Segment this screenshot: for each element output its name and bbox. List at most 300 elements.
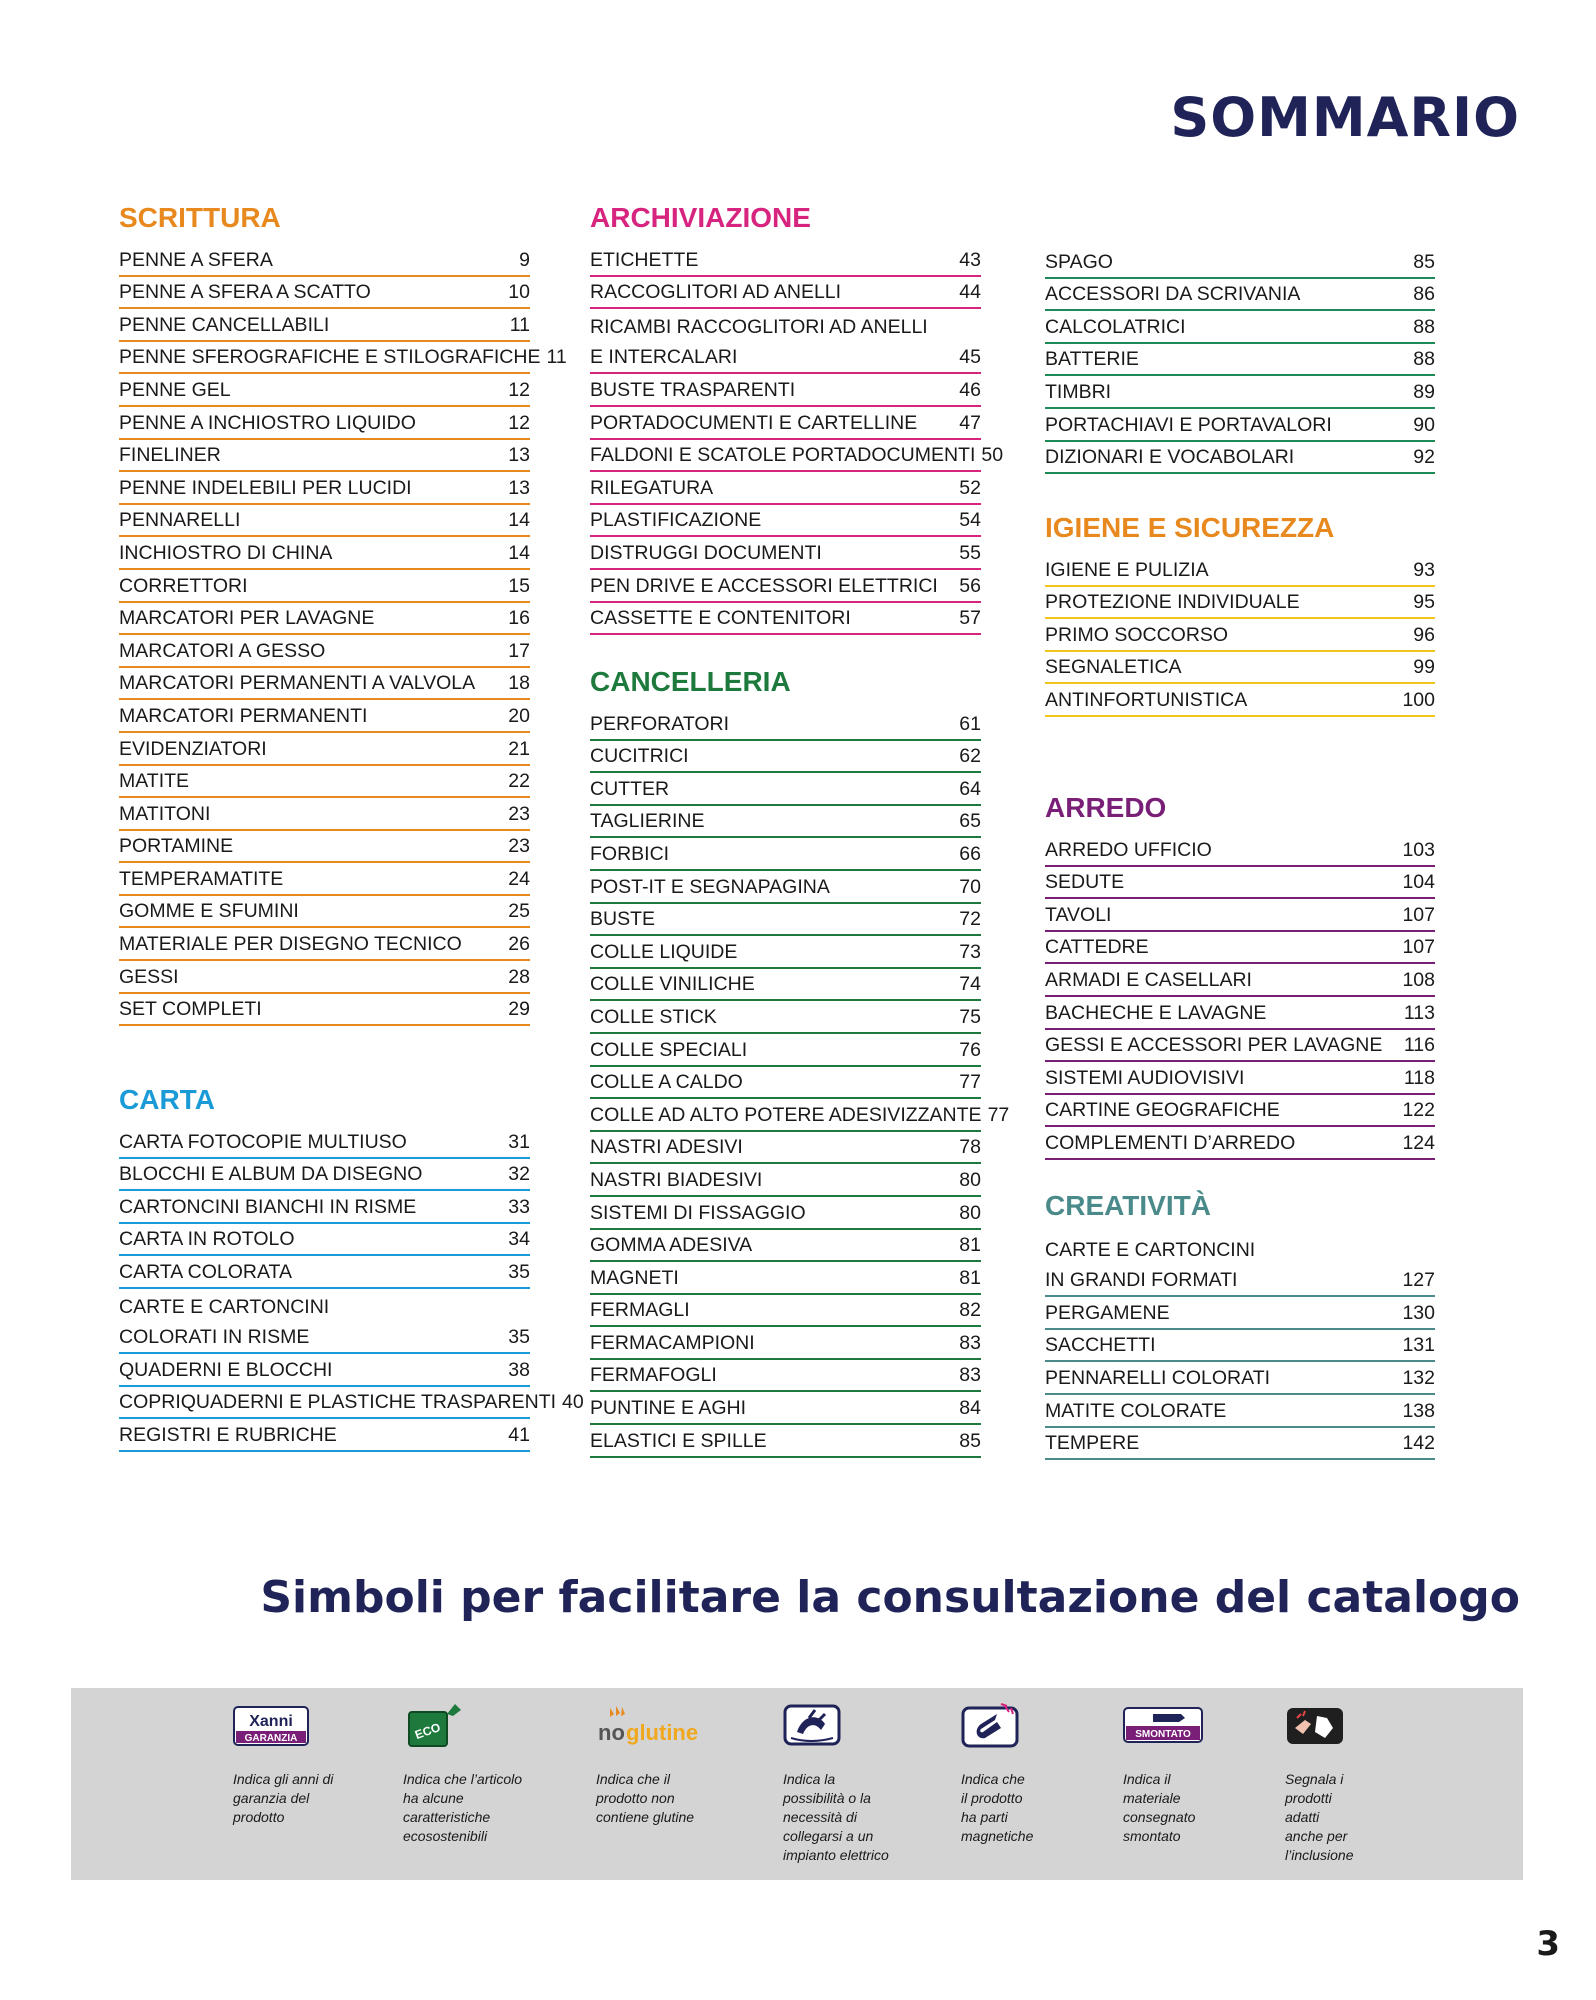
toc-entry[interactable] bbox=[119, 1224, 530, 1257]
symbol-magnet bbox=[961, 1702, 1081, 1846]
toc-entry-label: BATTERIE bbox=[1045, 348, 1139, 371]
toc-entry-page: 31 bbox=[508, 1130, 530, 1153]
toc-entry-page: 82 bbox=[959, 1299, 981, 1322]
toc-entry-label: FERMAFOGLI bbox=[590, 1364, 717, 1387]
symbol-eco bbox=[403, 1702, 543, 1846]
toc-entry-page: 124 bbox=[1402, 1131, 1435, 1154]
toc-entry-label: EVIDENZIATORI bbox=[119, 737, 267, 760]
toc-entry-page: 92 bbox=[1413, 446, 1435, 469]
toc-entry-label: PENNARELLI COLORATI bbox=[1045, 1366, 1271, 1389]
warranty-icon-text: Xanni bbox=[249, 1713, 293, 1730]
toc-entry-page: 15 bbox=[508, 574, 530, 597]
toc-entry-page: 84 bbox=[959, 1397, 981, 1420]
toc-entry[interactable] bbox=[590, 838, 981, 871]
toc-entry-page: 78 bbox=[959, 1136, 981, 1159]
toc-entry-page: 113 bbox=[1403, 1001, 1435, 1024]
toc-entry[interactable] bbox=[590, 936, 981, 969]
toc-entry[interactable] bbox=[119, 603, 530, 636]
toc-entry[interactable] bbox=[590, 1034, 981, 1067]
toc-entry-label: PENNE CANCELLABILI bbox=[119, 313, 330, 336]
warranty-icon bbox=[233, 1706, 309, 1746]
toc-entry-label: PORTAMINE bbox=[119, 835, 234, 858]
toc-entry[interactable] bbox=[119, 440, 530, 473]
toc-entry[interactable] bbox=[1045, 684, 1435, 717]
toc-entry[interactable] bbox=[1045, 964, 1435, 997]
toc-entry-page: 22 bbox=[508, 770, 530, 793]
toc-entry[interactable] bbox=[590, 440, 1004, 473]
toc-entry-label: SISTEMI AUDIOVISIVI bbox=[1045, 1066, 1245, 1089]
toc-entry[interactable] bbox=[1045, 442, 1435, 475]
toc-entry-page: 11 bbox=[546, 346, 567, 369]
toc-entry-label: CARTONCINI BIANCHI IN RISME bbox=[119, 1195, 417, 1218]
toc-entry-page: 13 bbox=[508, 476, 530, 499]
toc-entry[interactable] bbox=[119, 668, 530, 701]
toc-entry[interactable] bbox=[119, 1159, 530, 1192]
toc-entry-label: CARTE E CARTONCINI bbox=[1045, 1238, 1256, 1261]
toc-entry-label: GESSI E ACCESSORI PER LAVAGNE bbox=[1045, 1034, 1383, 1057]
toc-entry-page: 72 bbox=[959, 908, 981, 931]
toc-entry-page: 81 bbox=[959, 1266, 981, 1289]
toc-entry[interactable] bbox=[1045, 1395, 1435, 1428]
section-title: CREATIVITÀ bbox=[1045, 1190, 1211, 1221]
toc-entry-page: 14 bbox=[508, 541, 530, 564]
toc-entry-page: 83 bbox=[959, 1364, 981, 1387]
toc-entry-page: 45 bbox=[959, 346, 981, 369]
toc-entry-page: 35 bbox=[508, 1326, 530, 1349]
toc-entry-page: 116 bbox=[1403, 1034, 1435, 1057]
toc-entry[interactable] bbox=[590, 1164, 981, 1197]
toc-entry[interactable] bbox=[119, 1126, 530, 1159]
toc-entry[interactable] bbox=[119, 961, 530, 994]
toc-entry-page: 11 bbox=[509, 313, 530, 336]
toc-entry-page: 65 bbox=[959, 810, 981, 833]
toc-entry[interactable] bbox=[119, 831, 530, 864]
toc-entry[interactable] bbox=[590, 407, 981, 440]
section-title: CARTA bbox=[119, 1084, 215, 1115]
toc-entry-page: 57 bbox=[959, 607, 981, 630]
toc-entry-page: 118 bbox=[1403, 1066, 1435, 1089]
toc-entry[interactable] bbox=[590, 244, 981, 277]
toc-entry-label: MARCATORI PERMANENTI A VALVOLA bbox=[119, 672, 476, 695]
toc-entry[interactable] bbox=[590, 1327, 981, 1360]
toc-entry-page: 55 bbox=[959, 541, 981, 564]
toc-entry-label: IN GRANDI FORMATI bbox=[1045, 1269, 1238, 1292]
symbol-disassembled bbox=[1123, 1702, 1243, 1846]
toc-entry[interactable] bbox=[1045, 1330, 1435, 1363]
toc-entry-page: 34 bbox=[508, 1228, 530, 1251]
toc-entry[interactable] bbox=[590, 570, 981, 603]
toc-entry[interactable] bbox=[590, 1425, 981, 1458]
toc-entry-label: SISTEMI DI FISSAGGIO bbox=[590, 1201, 806, 1224]
toc-entry-label: E INTERCALARI bbox=[590, 346, 738, 369]
toc-entry-label: BUSTE bbox=[590, 908, 656, 931]
toc-entry-label: CASSETTE E CONTENITORI bbox=[590, 607, 851, 630]
toc-entry[interactable] bbox=[1045, 409, 1435, 442]
toc-entry-page: 20 bbox=[508, 704, 530, 727]
toc-entry[interactable] bbox=[119, 994, 530, 1027]
toc-entry-label: TIMBRI bbox=[1045, 380, 1112, 403]
toc-entry-label: CARTE E CARTONCINI bbox=[119, 1295, 330, 1318]
inclusion-icon bbox=[1285, 1704, 1345, 1748]
toc-entry-page: 26 bbox=[508, 933, 530, 956]
toc-entry-label: BUSTE TRASPARENTI bbox=[590, 378, 796, 401]
toc-entry-page: 85 bbox=[959, 1429, 981, 1452]
toc-entry-page: 130 bbox=[1402, 1301, 1435, 1324]
toc-entry-label: FERMACAMPIONI bbox=[590, 1331, 755, 1354]
toc-entry[interactable] bbox=[590, 1230, 981, 1263]
toc-entry-page: 131 bbox=[1402, 1334, 1435, 1357]
toc-entry-label: COLLE VINILICHE bbox=[590, 973, 755, 996]
toc-entry[interactable] bbox=[119, 700, 530, 733]
section-title: ARREDO bbox=[1045, 792, 1167, 823]
toc-entry-page: 23 bbox=[508, 802, 530, 825]
toc-entry-label: FORBICI bbox=[590, 842, 670, 865]
symbol-inclusion bbox=[1285, 1702, 1405, 1865]
toc-entry[interactable] bbox=[590, 806, 981, 839]
toc-entry[interactable] bbox=[119, 928, 530, 961]
toc-entry[interactable] bbox=[119, 1191, 530, 1224]
toc-entry-label: FERMAGLI bbox=[590, 1299, 690, 1322]
toc-entry[interactable] bbox=[590, 1132, 981, 1165]
section-scrittura bbox=[119, 198, 567, 1026]
toc-entry[interactable] bbox=[1045, 1232, 1435, 1265]
toc-entry[interactable] bbox=[590, 1197, 981, 1230]
toc-entry-label: COPRIQUADERNI E PLASTICHE TRASPARENTI bbox=[119, 1391, 557, 1414]
toc-entry-label: PENNARELLI bbox=[119, 509, 241, 532]
toc-entry-label: ETICHETTE bbox=[590, 248, 699, 271]
toc-entry-page: 12 bbox=[508, 411, 530, 434]
toc-entry[interactable] bbox=[590, 904, 981, 937]
toc-entry[interactable] bbox=[1045, 1362, 1435, 1395]
toc-entry[interactable] bbox=[590, 741, 981, 774]
toc-entry-label: COLLE LIQUIDE bbox=[590, 940, 738, 963]
toc-entry[interactable] bbox=[1045, 997, 1435, 1030]
toc-entry-page: 96 bbox=[1413, 623, 1435, 646]
toc-entry-page: 99 bbox=[1413, 656, 1435, 679]
toc-entry-label: MATITE COLORATE bbox=[1045, 1399, 1227, 1422]
gluten-free-icon-text: glutine bbox=[626, 1720, 699, 1745]
eco-icon-text: ECO bbox=[413, 1720, 443, 1743]
toc-entry-label: SACCHETTI bbox=[1045, 1334, 1156, 1357]
toc-entry[interactable] bbox=[119, 244, 530, 277]
toc-entry-page: 61 bbox=[959, 712, 981, 735]
toc-entry-label: NASTRI BIADESIVI bbox=[590, 1168, 763, 1191]
toc-entry-label: SPAGO bbox=[1045, 250, 1113, 273]
toc-entry[interactable] bbox=[590, 1262, 981, 1295]
toc-entry-label: COLLE A CALDO bbox=[590, 1071, 743, 1094]
section-archiviazione bbox=[590, 198, 1004, 635]
toc-entry[interactable] bbox=[590, 1001, 981, 1034]
toc-entry-page: 132 bbox=[1402, 1366, 1435, 1389]
symbol-plug bbox=[783, 1702, 913, 1865]
toc-entry-page: 76 bbox=[959, 1038, 981, 1061]
toc-entry-label: REGISTRI E RUBRICHE bbox=[119, 1423, 337, 1446]
toc-entry[interactable] bbox=[1045, 1297, 1435, 1330]
toc-entry-page: 75 bbox=[959, 1005, 981, 1028]
toc-entry-page: 28 bbox=[508, 965, 530, 988]
toc-entry[interactable] bbox=[119, 798, 530, 831]
toc-entry-page: 50 bbox=[981, 444, 1004, 467]
toc-entry[interactable] bbox=[590, 309, 981, 342]
toc-entry[interactable] bbox=[1045, 1428, 1435, 1461]
toc-entry-page: 29 bbox=[508, 998, 530, 1021]
toc-entry-page: 25 bbox=[508, 900, 530, 923]
toc-entry-label: MARCATORI PER LAVAGNE bbox=[119, 607, 375, 630]
toc-entry[interactable] bbox=[119, 1322, 530, 1355]
toc-entry[interactable] bbox=[119, 1387, 584, 1420]
page-number: 3 bbox=[1536, 1924, 1560, 1964]
toc-entry-page: 44 bbox=[959, 281, 981, 304]
toc-entry-page: 12 bbox=[508, 378, 530, 401]
toc-entry-label: PEN DRIVE E ACCESSORI ELETTRICI bbox=[590, 574, 938, 597]
toc-entry-label: PRIMO SOCCORSO bbox=[1045, 623, 1229, 646]
toc-entry[interactable] bbox=[119, 863, 530, 896]
toc-entry[interactable] bbox=[1045, 867, 1435, 900]
toc-entry-label: DIZIONARI E VOCABOLARI bbox=[1045, 446, 1295, 469]
toc-entry[interactable] bbox=[1045, 246, 1435, 279]
gluten-free-icon bbox=[596, 1704, 700, 1748]
toc-entry[interactable] bbox=[119, 407, 530, 440]
toc-entry-page: 40 bbox=[562, 1391, 584, 1414]
toc-entry-page: 13 bbox=[508, 444, 530, 467]
toc-entry-label: MATITONI bbox=[119, 802, 211, 825]
section-carta bbox=[119, 1080, 584, 1452]
toc-entry[interactable] bbox=[1045, 619, 1435, 652]
toc-entry-page: 74 bbox=[959, 973, 981, 996]
toc-entry-page: 16 bbox=[508, 607, 530, 630]
toc-entry[interactable] bbox=[590, 472, 981, 505]
toc-entry[interactable] bbox=[1045, 899, 1435, 932]
toc-entry-page: 21 bbox=[508, 737, 530, 760]
toc-entry[interactable] bbox=[590, 1067, 981, 1100]
disassembled-icon bbox=[1123, 1706, 1203, 1746]
toc-entry-label: POST-IT E SEGNAPAGINA bbox=[590, 875, 830, 898]
toc-entry-label: MARCATORI PERMANENTI bbox=[119, 704, 368, 727]
toc-entry-page: 142 bbox=[1402, 1432, 1435, 1455]
toc-entry-label: PENNE A INCHIOSTRO LIQUIDO bbox=[119, 411, 416, 434]
section-misc bbox=[1045, 246, 1435, 474]
toc-entry[interactable] bbox=[119, 342, 567, 375]
section-title: CANCELLERIA bbox=[590, 666, 791, 697]
gluten-free-icon-text-no: no bbox=[598, 1720, 625, 1745]
toc-entry-page: 66 bbox=[959, 842, 981, 865]
section-creativita bbox=[1045, 1186, 1435, 1460]
toc-entry-label: CALCOLATRICI bbox=[1045, 315, 1186, 338]
toc-entry[interactable] bbox=[119, 1354, 530, 1387]
toc-entry-page: 14 bbox=[508, 509, 530, 532]
toc-entry-label: GOMMA ADESIVA bbox=[590, 1234, 753, 1257]
toc-entry[interactable] bbox=[119, 570, 530, 603]
toc-entry-label: GESSI bbox=[119, 965, 179, 988]
toc-entry-page: 62 bbox=[959, 745, 981, 768]
toc-entry-label: CARTA FOTOCOPIE MULTIUSO bbox=[119, 1130, 407, 1153]
toc-entry-page: 83 bbox=[959, 1331, 981, 1354]
toc-entry-label: ACCESSORI DA SCRIVANIA bbox=[1045, 283, 1301, 306]
section-title: IGIENE E SICUREZZA bbox=[1045, 512, 1335, 543]
toc-entry[interactable] bbox=[1045, 279, 1435, 312]
toc-entry-label: INCHIOSTRO DI CHINA bbox=[119, 541, 333, 564]
toc-entry-page: 77 bbox=[987, 1103, 1010, 1126]
toc-entry-label: FALDONI E SCATOLE PORTADOCUMENTI bbox=[590, 444, 976, 467]
toc-entry-page: 80 bbox=[959, 1201, 981, 1224]
toc-entry-label: SET COMPLETI bbox=[119, 998, 262, 1021]
toc-entry-label: PERFORATORI bbox=[590, 712, 730, 735]
toc-entry[interactable] bbox=[590, 505, 981, 538]
toc-entry[interactable] bbox=[119, 1419, 530, 1452]
toc-entry[interactable] bbox=[1045, 652, 1435, 685]
toc-entry[interactable] bbox=[119, 635, 530, 668]
toc-entry-page: 107 bbox=[1402, 936, 1435, 959]
toc-entry-page: 77 bbox=[959, 1071, 981, 1094]
toc-entry-label: MAGNETI bbox=[590, 1266, 679, 1289]
toc-entry-label: PROTEZIONE INDIVIDUALE bbox=[1045, 591, 1300, 614]
toc-entry-label: PERGAMENE bbox=[1045, 1301, 1170, 1324]
toc-entry[interactable] bbox=[1045, 344, 1435, 377]
toc-entry-label: QUADERNI E BLOCCHI bbox=[119, 1358, 333, 1381]
toc-entry-page: 89 bbox=[1413, 380, 1435, 403]
toc-entry-label: TEMPERAMATITE bbox=[119, 867, 284, 890]
toc-entry-page: 104 bbox=[1402, 871, 1435, 894]
toc-entry-label: IGIENE E PULIZIA bbox=[1045, 558, 1209, 581]
symbol-desc: Indica gli anni di garanzia del prodotto bbox=[233, 1771, 334, 1825]
toc-entry-label: MARCATORI A GESSO bbox=[119, 639, 326, 662]
toc-entry-label: ELASTICI E SPILLE bbox=[590, 1429, 767, 1452]
toc-entry-page: 127 bbox=[1402, 1269, 1435, 1292]
toc-entry-label: BACHECHE E LAVAGNE bbox=[1045, 1001, 1267, 1024]
toc-entry-page: 70 bbox=[959, 875, 981, 898]
toc-entry[interactable] bbox=[1045, 587, 1435, 620]
toc-entry-label: CARTINE GEOGRAFICHE bbox=[1045, 1099, 1280, 1122]
toc-entry[interactable] bbox=[590, 1099, 1010, 1132]
toc-entry[interactable] bbox=[119, 537, 530, 570]
toc-entry-label: COLLE SPECIALI bbox=[590, 1038, 748, 1061]
toc-entry-label: SEGNALETICA bbox=[1045, 656, 1182, 679]
toc-entry-page: 88 bbox=[1413, 315, 1435, 338]
toc-entry-page: 85 bbox=[1413, 250, 1435, 273]
toc-entry-label: NASTRI ADESIVI bbox=[590, 1136, 743, 1159]
toc-entry[interactable] bbox=[590, 603, 981, 636]
symbol-warranty bbox=[233, 1702, 353, 1827]
toc-entry-page: 47 bbox=[959, 411, 981, 434]
toc-entry[interactable] bbox=[1045, 1095, 1435, 1128]
toc-entry[interactable] bbox=[1045, 834, 1435, 867]
toc-entry-label: CARTA IN ROTOLO bbox=[119, 1228, 295, 1251]
toc-entry-label: CARTA COLORATA bbox=[119, 1260, 293, 1283]
toc-entry[interactable] bbox=[1045, 554, 1435, 587]
toc-entry-label: FINELINER bbox=[119, 444, 221, 467]
toc-entry-page: 52 bbox=[959, 476, 981, 499]
toc-entry-label: PENNE A SFERA A SCATTO bbox=[119, 281, 371, 304]
toc-entry[interactable] bbox=[590, 342, 981, 375]
toc-entry-label: ANTINFORTUNISTICA bbox=[1045, 688, 1248, 711]
toc-entry[interactable] bbox=[1045, 1030, 1435, 1063]
toc-entry-page: 103 bbox=[1402, 838, 1435, 861]
toc-entry[interactable] bbox=[119, 1289, 530, 1322]
toc-entry-page: 86 bbox=[1413, 283, 1435, 306]
toc-entry-page: 18 bbox=[508, 672, 530, 695]
section-title: ARCHIVIAZIONE bbox=[590, 202, 811, 233]
symbol-gluten-free bbox=[596, 1702, 716, 1827]
toc-entry[interactable] bbox=[1045, 1062, 1435, 1095]
toc-entry[interactable] bbox=[590, 1295, 981, 1328]
toc-entry-page: 43 bbox=[959, 248, 981, 271]
toc-entry-label: MATITE bbox=[119, 770, 190, 793]
toc-entry-label: GOMME E SFUMINI bbox=[119, 900, 299, 923]
toc-entry-label: COLLE AD ALTO POTERE ADESIVIZZANTE bbox=[590, 1103, 982, 1126]
toc-entry[interactable] bbox=[119, 374, 530, 407]
symbol-desc: Indica il materiale consegnato smontato bbox=[1123, 1771, 1196, 1844]
symbol-desc: Indica che il prodotto non contiene glutine bbox=[596, 1771, 695, 1825]
warranty-icon-subtext: GARANZIA bbox=[244, 1733, 298, 1744]
toc-entry[interactable] bbox=[590, 708, 981, 741]
toc-entry-label: CUCITRICI bbox=[590, 745, 689, 768]
toc-entry[interactable] bbox=[1045, 376, 1435, 409]
toc-entry[interactable] bbox=[590, 773, 981, 806]
toc-entry[interactable] bbox=[119, 766, 530, 799]
symbol-desc: Segnala i prodotti adatti anche per l’inclusione bbox=[1285, 1771, 1354, 1863]
toc-entry-label: PENNE SFEROGRAFICHE E STILOGRAFICHE bbox=[119, 346, 541, 369]
toc-entry-label: CORRETTORI bbox=[119, 574, 248, 597]
toc-entry-page: 33 bbox=[508, 1195, 530, 1218]
toc-entry-label: DISTRUGGI DOCUMENTI bbox=[590, 541, 822, 564]
toc-entry[interactable] bbox=[590, 374, 981, 407]
toc-entry[interactable] bbox=[119, 733, 530, 766]
toc-entry[interactable] bbox=[590, 871, 981, 904]
toc-entry[interactable] bbox=[1045, 311, 1435, 344]
toc-entry-label: CATTEDRE bbox=[1045, 936, 1149, 959]
toc-entry-page: 56 bbox=[959, 574, 981, 597]
toc-entry-page: 64 bbox=[959, 777, 981, 800]
toc-entry-label: COMPLEMENTI D’ARREDO bbox=[1045, 1131, 1296, 1154]
disassembled-icon-text: SMONTATO bbox=[1135, 1729, 1191, 1740]
toc-entry[interactable] bbox=[1045, 1265, 1435, 1298]
toc-entry-page: 93 bbox=[1413, 558, 1435, 581]
section-title: SCRITTURA bbox=[119, 202, 281, 233]
toc-entry-page: 80 bbox=[959, 1168, 981, 1191]
toc-entry-page: 10 bbox=[508, 281, 530, 304]
toc-entry-page: 81 bbox=[959, 1234, 981, 1257]
toc-entry[interactable] bbox=[590, 1360, 981, 1393]
toc-entry-label: CUTTER bbox=[590, 777, 670, 800]
toc-entry-page: 95 bbox=[1413, 591, 1435, 614]
toc-entry-page: 41 bbox=[508, 1423, 530, 1446]
toc-entry-page: 9 bbox=[519, 248, 530, 271]
toc-entry[interactable] bbox=[590, 277, 981, 310]
toc-entry-label: ARMADI E CASELLARI bbox=[1045, 968, 1252, 991]
plug-icon bbox=[783, 1704, 841, 1748]
symbol-desc: Indica la possibilità o la necessità di collegarsi a un impianto elettrico bbox=[783, 1771, 889, 1863]
toc-entry-page: 122 bbox=[1402, 1099, 1435, 1122]
toc-entry-label: PORTADOCUMENTI E CARTELLINE bbox=[590, 411, 918, 434]
toc-entry[interactable] bbox=[590, 1392, 981, 1425]
toc-entry[interactable] bbox=[119, 309, 530, 342]
toc-entry-page: 107 bbox=[1402, 903, 1435, 926]
toc-entry[interactable] bbox=[119, 896, 530, 929]
toc-entry-label: PENNE INDELEBILI PER LUCIDI bbox=[119, 476, 412, 499]
toc-entry[interactable] bbox=[119, 472, 530, 505]
toc-entry-page: 138 bbox=[1402, 1399, 1435, 1422]
toc-entry[interactable] bbox=[590, 537, 981, 570]
toc-entry-label: SEDUTE bbox=[1045, 871, 1125, 894]
toc-entry[interactable] bbox=[1045, 1127, 1435, 1160]
toc-entry[interactable] bbox=[119, 1256, 530, 1289]
toc-entry[interactable] bbox=[119, 277, 530, 310]
toc-entry-label: BLOCCHI E ALBUM DA DISEGNO bbox=[119, 1163, 423, 1186]
toc-entry[interactable] bbox=[119, 505, 530, 538]
toc-entry[interactable] bbox=[590, 969, 981, 1002]
toc-entry-label: PORTACHIAVI E PORTAVALORI bbox=[1045, 413, 1332, 436]
toc-entry[interactable] bbox=[1045, 932, 1435, 965]
